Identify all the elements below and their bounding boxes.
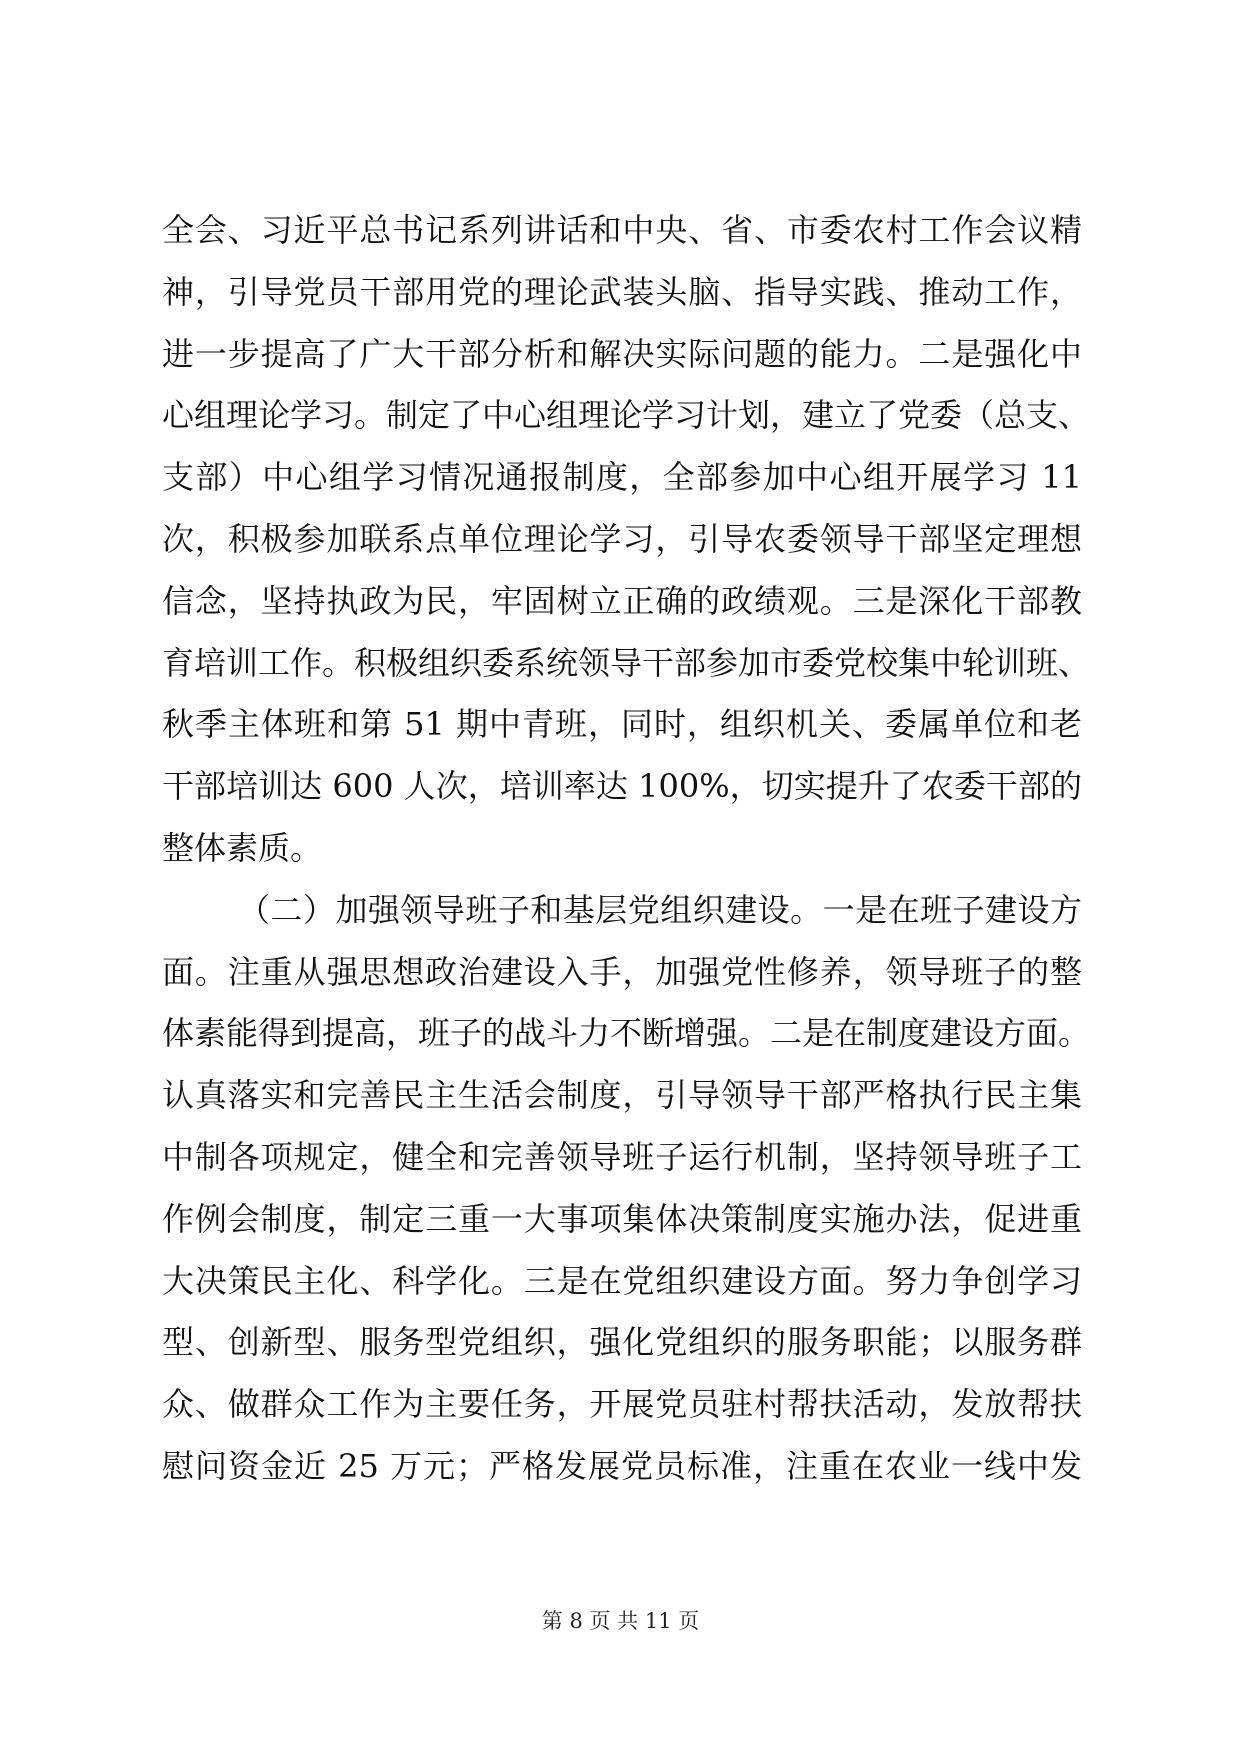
paragraph-2-line-4: 认真落实和完善民主生活会制度，引导领导干部严格执行民主集 [162,1076,1082,1115]
paragraph-1-line-6: 次，积极参加联系点单位理论学习，引导农委领导干部坚定理想 [162,519,1082,558]
paragraph-1-line-10: 干部培训达 600 人次，培训率达 100%，切实提升了农委干部的 [162,767,1082,806]
paragraph-1-line-8: 育培训工作。积极组织委系统领导干部参加市委党校集中轮训班、 [162,643,1091,682]
paragraph-1-line-5: 支部）中心组学习情况通报制度，全部参加中心组开展学习 11 [162,458,1082,497]
paragraph-2-line-3: 体素能得到提高，班子的战斗力不断增强。二是在制度建设方面。 [162,1014,1091,1053]
paragraph-2-line-7: 大决策民主化、科学化。三是在党组织建设方面。努力争创学习 [162,1261,1082,1300]
paragraph-1-line-1: 全会、习近平总书记系列讲话和中央、省、市委农村工作会议精 [162,211,1082,249]
paragraph-1-line-4: 心组理论学习。制定了中心组理论学习计划，建立了党委（总支、 [162,396,1091,435]
paragraph-1-line-2: 神，引导党员干部用党的理论武装头脑、指导实践、推动工作， [162,272,1082,311]
paragraph-2-line-5: 中制各项规定，健全和完善领导班子运行机制，坚持领导班子工 [162,1137,1082,1176]
paragraph-1-line-9: 秋季主体班和第 51 期中青班，同时，组织机关、委属单位和老 [162,705,1082,744]
paragraph-2-line-9: 众、做群众工作为主要任务，开展党员驻村帮扶活动，发放帮扶 [162,1385,1082,1424]
page-number-footer: 第 8 页 共 11 页 [541,1609,700,1633]
document-body [162,200,1091,1498]
paragraph-1-line-7: 信念，坚持执政为民，牢固树立正确的政绩观。三是深化干部教 [162,581,1082,620]
paragraph-2-line-8: 型、创新型、服务型党组织，强化党组织的服务职能；以服务群 [162,1323,1082,1362]
paragraph-2-line-2: 面。注重从强思想政治建设入手，加强党性修养，领导班子的整 [162,952,1082,991]
paragraph-2-line-10: 慰问资金近 25 万元；严格发展党员标准，注重在农业一线中发 [162,1446,1082,1485]
paragraph-2-line-6: 作例会制度，制定三重一大事项集体决策制度实施办法，促进重 [162,1199,1082,1238]
paragraph-1-line-3: 进一步提高了广大干部分析和解决实际问题的能力。二是强化中 [162,334,1082,373]
paragraph-1-line-11: 整体素质。 [162,828,323,867]
paragraph-2-line-1: （二）加强领导班子和基层党组织建设。一是在班子建设方 [238,890,1082,929]
